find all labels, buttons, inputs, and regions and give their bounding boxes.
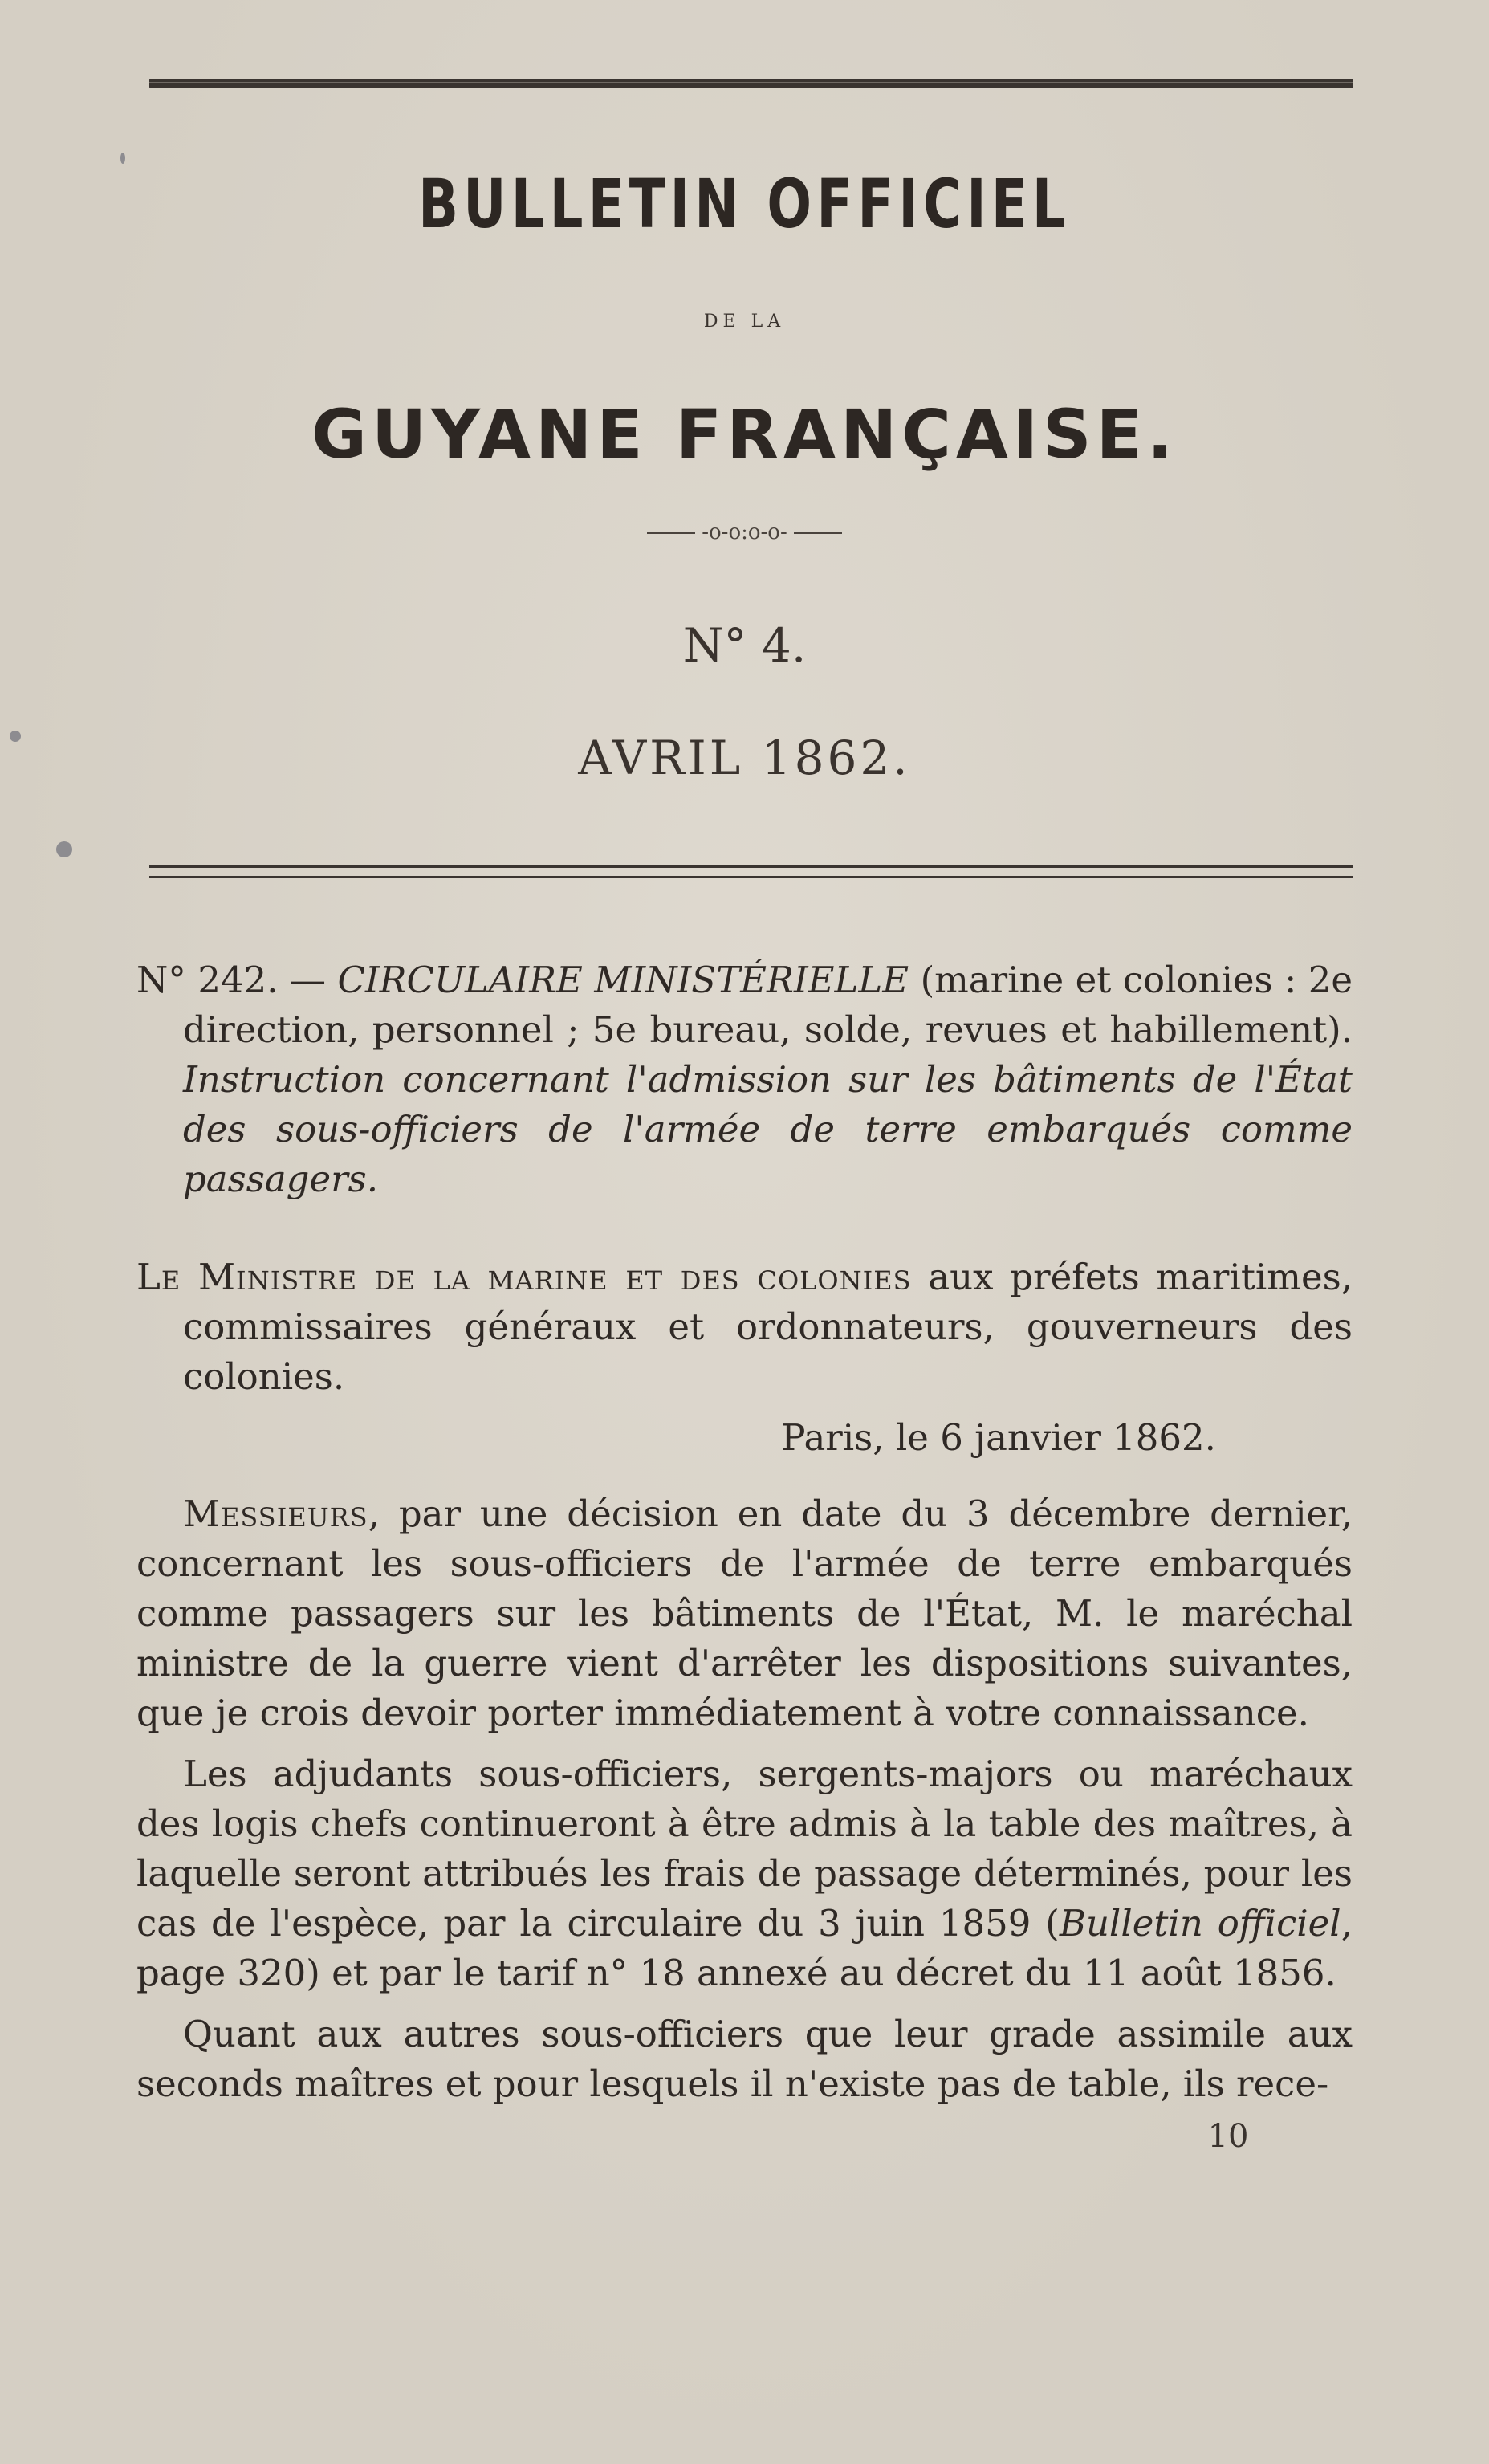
address-block xyxy=(136,1252,1353,1402)
decorative-ornament xyxy=(0,520,1489,544)
issue-number: N° 4. xyxy=(682,618,807,673)
letter-paragraph-3 xyxy=(136,2010,1353,2109)
entry-title: CIRCULAIRE MINISTÉRIELLE xyxy=(337,959,909,1001)
ornament-line-left xyxy=(647,532,695,534)
section-double-rule xyxy=(149,865,1353,878)
entry-instruction: Instruction concernant l'admission sur les bâtiments de l'État des sous-officiers de l'armée de terre embarqués comme passagers. xyxy=(183,1058,1353,1200)
ink-speck xyxy=(120,153,125,164)
bulletin-reference: Bulletin officiel xyxy=(1059,1902,1341,1945)
title-connector: DE LA xyxy=(703,312,786,332)
salutation: Messieurs xyxy=(183,1493,368,1535)
paragraph-1-text: , par une décision en date du 3 décembre dernier, concernant les sous-officiers de l'armée de terre embarqués comme passagers sur les bâtiments de l'État, M. le maréchal ministre de la guerre vient d'arrêter les dispositions suivantes, que je crois devoir porter immédiatement à votre connaissance. xyxy=(136,1493,1353,1734)
letter-body xyxy=(136,1489,1353,2109)
bulletin-title: BULLETIN OFFICIEL xyxy=(418,165,1071,243)
entry-subtitle: (marine et colonies : 2e direction, personnel ; 5e bureau, solde, revues et habillement). xyxy=(183,959,1353,1051)
issue-date: AVRIL 1862. xyxy=(578,731,911,785)
top-thick-rule xyxy=(149,79,1353,88)
sender: Le Ministre de la marine et des colonies xyxy=(136,1256,912,1298)
entry-paragraph xyxy=(136,955,1353,1204)
paragraph-2-text-b: , page 320) et par le tarif n° 18 annexé au décret du 11 août 1856. xyxy=(136,1902,1353,1994)
ornament-line-right xyxy=(794,532,842,534)
dateline-block xyxy=(136,1413,1353,1463)
letter-paragraph-2 xyxy=(136,1749,1353,1998)
ink-speck xyxy=(56,841,72,857)
paragraph-3-text: Quant aux autres sous-officiers que leur grade assimile aux seconds maîtres et pour lesquels il n'existe pas de table, ils rece- xyxy=(136,2013,1353,2105)
paragraph-gap xyxy=(136,1738,1353,1749)
address-paragraph xyxy=(136,1252,1353,1402)
recipients: aux préfets maritimes, commissaires généraux et ordonnateurs, gouverneurs des colonies. xyxy=(183,1256,1353,1398)
page-number: 10 xyxy=(1207,2118,1249,2155)
entry-number: N° 242. — xyxy=(136,959,326,1001)
paragraph-2-text-a: Les adjudants sous-officiers, sergents-majors ou maréchaux des logis chefs continueront à être admis à la table des maîtres, à laquelle seront attribués les frais de passage déterminés, pour les cas de l'espèce, par la circulaire du 3 juin 1859 ( xyxy=(136,1753,1353,1945)
paragraph-gap xyxy=(136,1998,1353,2010)
dateline: Paris, le 6 janvier 1862. xyxy=(781,1416,1216,1459)
entry-heading xyxy=(136,955,1353,1204)
ornament-center: -o-o:o-o- xyxy=(702,520,787,544)
colony-title: GUYANE FRANÇAISE. xyxy=(311,395,1178,474)
letter-paragraph-1 xyxy=(136,1489,1353,1738)
